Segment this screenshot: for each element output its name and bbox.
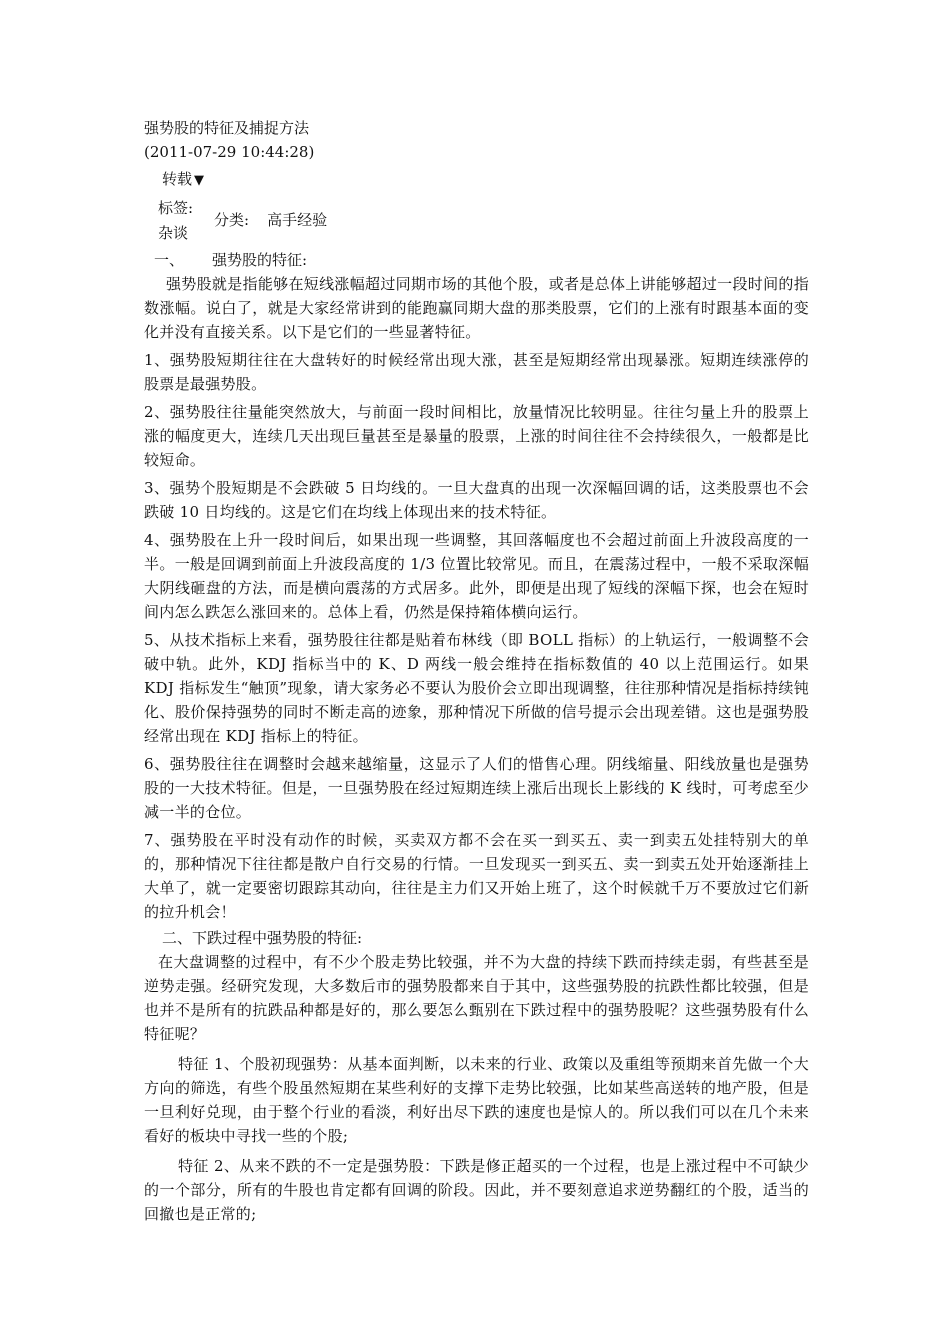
point-4: 4、强势股在上升一段时间后，如果出现一些调整，其回落幅度也不会超过前面上升波段高度的一半。一般是回调到前面上升波段高度的 1/3 位置比较常见。而且，在震荡过程中，一般不采取深幅大阴线砸盘的方法，而是横向震荡的方式居多。此外，即便是出现了短线的深幅下探，也会在短时间内怎么跌怎么涨回来的。总体上看，仍然是保持箱体横向运行。 bbox=[144, 531, 809, 621]
point-6: 6、强势股往往在调整时会越来越缩量，这显示了人们的惜售心理。阴线缩量、阳线放量也是强势股的一大技术特征。但是，一旦强势股在经过短期连续上涨后出现长上影线的 K 线时，可考虑至少减一半的仓位。 bbox=[144, 755, 809, 821]
point-5: 5、从技术指标上来看，强势股往往都是贴着布林线（即 BOLL 指标）的上轨运行，一般调整不会破中轨。此外，KDJ 指标当中的 K、D 两线一般会维持在指标数值的 40 以上范围运行。如果 KDJ 指标发生“触顶”现象，请大家务必不要认为股价会立即出现调整，往往那种情况是指标持续钝化、股价保持强势的同时不断走高的迹象，那种情况下所做的信号提示会出现差错。这也是强势股经常出现在 KDJ 指标上的特征。 bbox=[144, 631, 809, 745]
point-3: 3、强势个股短期是不会跌破 5 日均线的。一旦大盘真的出现一次深幅回调的话，这类股票也不会跌破 10 日均线的。这是它们在均线上体现出来的技术特征。 bbox=[144, 479, 809, 521]
point-7: 7、强势股在平时没有动作的时候，买卖双方都不会在买一到买五、卖一到卖五处挂特别大的单的，那种情况下往往都是散户自行交易的行情。一旦发现买一到买五、卖一到卖五处开始逐渐挂上大单了，就一定要密切跟踪其动向，往往是主力们又开始上班了，这个时候就千万不要放过它们新的拉升机会！ bbox=[144, 831, 809, 921]
section1-intro: 强势股就是指能够在短线涨幅超过同期市场的其他个股，或者是总体上讲能够超过一段时间的指数涨幅。说白了，就是大家经常讲到的能跑赢同期大盘的那类股票，它们的上涨有时跟基本面的变化并没有直接关系。以下是它们的一些显著特征。 bbox=[144, 275, 809, 341]
document-page bbox=[144, 116, 809, 1226]
point-1: 1、强势股短期往往在大盘转好的时候经常出现大涨，甚至是短期经常出现暴涨。短期连续涨停的股票是最强势股。 bbox=[144, 351, 809, 393]
article-date: (2011-07-29 10:44:28) bbox=[144, 143, 315, 161]
section1-number: 一、 bbox=[154, 251, 185, 269]
repost-label: 转载 bbox=[162, 170, 193, 188]
triangle-down-icon: ▼ bbox=[194, 173, 205, 188]
feature-2: 特征 2、从来不跌的不一定是强势股：下跌是修正超买的一个过程，也是上涨过程中不可缺少的一个部分，所有的牛股也肯定都有回调的阶段。因此，并不要刻意追求逆势翻红的个股，适当的回撤也是正常的; bbox=[144, 1157, 809, 1223]
tags-label bbox=[158, 196, 206, 246]
tag-item[interactable]: 杂谈 bbox=[158, 224, 189, 242]
repost-link[interactable] bbox=[144, 166, 809, 194]
point-2: 2、强势股往往量能突然放大，与前面一段时间相比，放量情况比较明显。往往匀量上升的股票上涨的幅度更大，连续几天出现巨量甚至是暴量的股票，上涨的时间往往不会持续很久，一般都是比较短命。 bbox=[144, 403, 809, 469]
section1-title: 强势股的特征: bbox=[212, 251, 308, 269]
article-title: 强势股的特征及捕捉方法 bbox=[144, 119, 310, 137]
tags-label-line1: 标签: bbox=[158, 199, 194, 217]
section1-heading bbox=[144, 248, 809, 272]
category-label: 分类: bbox=[214, 211, 250, 229]
article-meta bbox=[144, 196, 809, 246]
section2-heading: 二、下跌过程中强势股的特征: bbox=[162, 929, 363, 947]
feature-1: 特征 1、个股初现强势：从基本面判断，以未来的行业、政策以及重组等预期来首先做一个大方向的筛选，有些个股虽然短期在某些利好的支撑下走势比较强，比如某些高送转的地产股，但是一旦利好兑现，由于整个行业的看淡，利好出尽下跌的速度也是惊人的。所以我们可以在几个未来看好的板块中寻找一些的个股; bbox=[144, 1055, 809, 1145]
category bbox=[214, 208, 327, 232]
category-value[interactable]: 高手经验 bbox=[267, 211, 328, 229]
section2-intro: 在大盘调整的过程中，有不少个股走势比较强，并不为大盘的持续下跌而持续走弱，有些甚至是逆势走强。经研究发现，大多数后市的强势股都来自于其中，这些强势股的抗跌性都比较强，但是也并不是所有的抗跌品种都是好的，那么要怎么甄别在下跌过程中的强势股呢？这些强势股有什么特征呢？ bbox=[144, 953, 809, 1043]
